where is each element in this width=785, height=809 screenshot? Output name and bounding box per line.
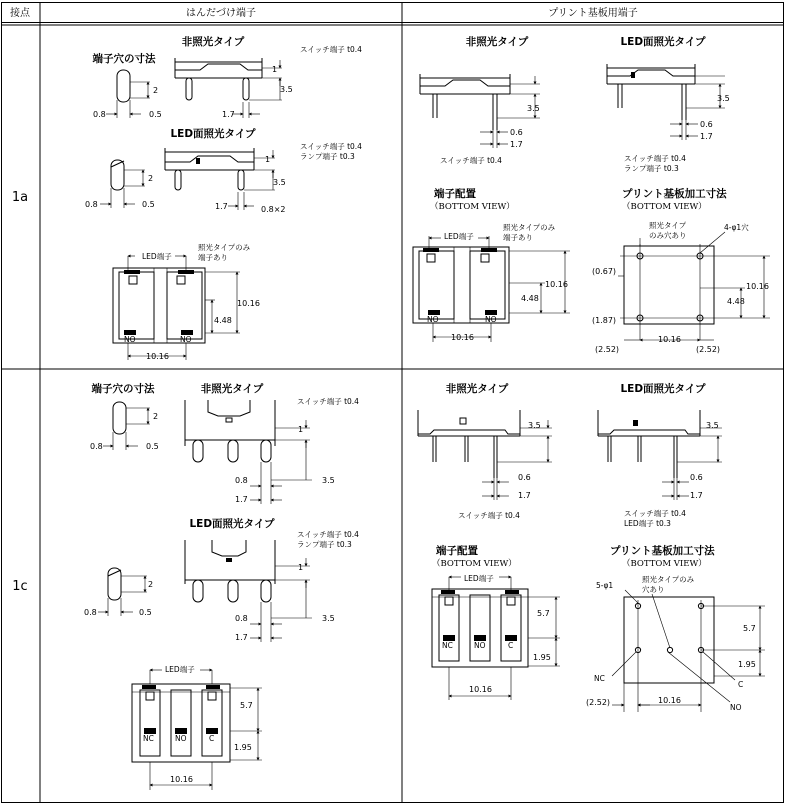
pcb-dim-2-52-b: (2.52)	[696, 345, 721, 354]
pcb-nc-label: NC	[442, 641, 453, 650]
pcb-dim-5-7-1c: 5.7	[537, 609, 550, 618]
led-lit-type-title-pcb: LED面照光タイプ	[620, 36, 706, 48]
pcb-dim-1-95-1c-b: 1.95	[738, 660, 756, 669]
nc-label: NC	[143, 734, 154, 743]
pcb-switch-terminal-note-led: スイッチ端子 t0.4	[624, 154, 686, 163]
pcb-dim-3-5-1c: 3.5	[528, 421, 541, 430]
dim-0-8-led: 0.8	[85, 200, 98, 209]
c-label: C	[209, 734, 215, 743]
pcb-no-label-2: NO	[485, 315, 497, 324]
pcb-c-label-b: C	[738, 680, 744, 689]
pcb-terminal-arrangement	[413, 236, 570, 342]
no-label-2: NO	[180, 335, 192, 344]
header-pcb-terminal: プリント基板用端子	[548, 8, 638, 19]
led-terminal-label-1c: LED端子	[165, 665, 195, 674]
dim-0-8: 0.8	[93, 110, 106, 119]
dim-0-8s-1c: 0.8	[235, 476, 248, 485]
pcb-dim-4-48-b: 4.48	[727, 297, 745, 306]
dim-0-5-1c-led: 0.5	[139, 608, 152, 617]
pcb-switch-terminal-note-1c-led: スイッチ端子 t0.4	[624, 509, 686, 518]
bottom-view-label-1c: （BOTTOM VIEW）	[432, 559, 517, 569]
dim-1-1c: 1	[298, 425, 304, 434]
switch-terminal-note-1c: スイッチ端子 t0.4	[297, 397, 359, 406]
pcb-no-label-1c: NO	[474, 641, 486, 650]
pcb-dim-0-6: 0.6	[510, 128, 523, 137]
dim-1-7: 1.7	[222, 110, 235, 119]
pcb-led-terminal-label: LED端子	[444, 232, 474, 241]
dim-2-1c: 2	[153, 412, 159, 421]
terminal-layout-drawing	[113, 256, 240, 360]
pcb-hole-count: 4-φ1穴	[724, 223, 749, 232]
pcb-dim-3-5-led: 3.5	[717, 94, 730, 103]
pcb-dim-10-16-h-b: 10.16	[658, 335, 681, 344]
dim-1-7-led: 1.7	[215, 202, 228, 211]
dim-4-48: 4.48	[214, 316, 232, 325]
pcb-dim-2-52-1c: (2.52)	[586, 698, 611, 707]
pcb-dim-1-7: 1.7	[510, 140, 523, 149]
dim-3-5: 3.5	[280, 85, 293, 94]
led-lit-type-title-pcb-1c: LED面照光タイプ	[620, 383, 706, 395]
dim-1-1c-led: 1	[298, 563, 304, 572]
dim-0-5-1c: 0.5	[146, 442, 159, 451]
switch-terminal-note-1c-led: スイッチ端子 t0.4	[297, 530, 359, 539]
pcb-lit-only-hole-1c-1: 照光タイプのみ	[642, 575, 695, 584]
pcb-machining-title-1c: プリント基板加工寸法	[610, 545, 715, 557]
pcb-bottom-view-label-1c: （BOTTOM VIEW）	[622, 559, 707, 569]
row-1a-pcb-cell	[413, 35, 770, 354]
pcb-bottom-view-label: （BOTTOM VIEW）	[622, 202, 707, 212]
led-lit-type-title-1c: LED面照光タイプ	[189, 518, 275, 530]
dim-10-16-v: 10.16	[237, 299, 260, 308]
dim-5-7-1c: 5.7	[240, 701, 253, 710]
pcb-c-label: C	[508, 641, 514, 650]
switch-terminal-note: スイッチ端子 t0.4	[300, 45, 362, 54]
no-label-1c: NO	[175, 734, 187, 743]
hole-dimension-title-1c: 端子穴の寸法	[91, 383, 155, 395]
dim-3-5-1c: 3.5	[322, 476, 335, 485]
switch-terminal-note-led: スイッチ端子 t0.4	[300, 142, 362, 151]
nonlit-side-view-1c	[185, 400, 312, 504]
pcb-lamp-terminal-note: ランプ端子 t0.3	[624, 164, 679, 173]
pcb-dim-0-67: (0.67)	[592, 267, 617, 276]
dim-3-5-led: 3.5	[273, 178, 286, 187]
dim-0-8s-1c-led: 0.8	[235, 614, 248, 623]
header-contact: 接点	[10, 8, 30, 19]
nonlit-type-title: 非照光タイプ	[181, 36, 245, 48]
pcb-dim-10-16-v-b: 10.16	[746, 282, 769, 291]
pcb-led-side-view-1c	[598, 410, 722, 500]
row-1c-pcb-cell	[418, 382, 765, 712]
pcb-lit-only-hole-1: 照光タイプ	[649, 221, 687, 230]
dim-3-5-1c-led: 3.5	[322, 614, 335, 623]
dim-0-8x2: 0.8×2	[261, 205, 286, 214]
nonlit-type-title-1c: 非照光タイプ	[200, 383, 264, 395]
pcb-lit-only-hole-2: のみ穴あり	[649, 231, 687, 240]
bottom-view-label: （BOTTOM VIEW）	[430, 202, 515, 212]
nonlit-type-title-pcb: 非照光タイプ	[465, 36, 529, 48]
pcb-dim-1-7-led: 1.7	[700, 132, 713, 141]
dim-2-1c-led: 2	[148, 580, 154, 589]
pcb-lit-only-note-1: 照光タイプのみ	[503, 223, 556, 232]
terminal-arrangement-title-1c: 端子配置	[436, 545, 478, 557]
pcb-machining-drawing-1c	[612, 590, 765, 712]
pcb-machining-title: プリント基板加工寸法	[622, 188, 727, 200]
pcb-dim-10-16-1c-b: 10.16	[658, 696, 681, 705]
terminal-hole-drawing-led	[100, 160, 145, 208]
pcb-dim-1-7-1c: 1.7	[518, 491, 531, 500]
lit-only-note-1: 照光タイプのみ	[198, 243, 251, 252]
terminal-layout-drawing-1c	[132, 670, 262, 790]
pcb-switch-terminal-note-1c: スイッチ端子 t0.4	[458, 511, 520, 520]
terminal-hole-drawing-1c	[103, 402, 150, 450]
pcb-dim-10-16-h: 10.16	[451, 333, 474, 342]
pcb-dim-3-5: 3.5	[527, 104, 540, 113]
lit-only-note-2: 端子あり	[198, 253, 228, 262]
terminal-arrangement-title: 端子配置	[434, 188, 476, 200]
pcb-switch-terminal-note: スイッチ端子 t0.4	[440, 156, 502, 165]
row-1a-solder-cell	[85, 35, 362, 361]
dim-1: 1	[272, 65, 278, 74]
pcb-no-label-b: NO	[730, 703, 742, 712]
dim-1-led: 1	[265, 155, 271, 164]
dim-2: 2	[153, 86, 159, 95]
pcb-dim-10-16-1c: 10.16	[469, 685, 492, 694]
led-lit-side-view-1c	[185, 540, 312, 642]
header-solder-terminal: はんだづけ端子	[186, 8, 256, 19]
dim-10-16-h: 10.16	[146, 352, 169, 361]
dim-1-7-1c: 1.7	[235, 495, 248, 504]
nonlit-side-view	[175, 58, 282, 118]
pcb-nc-label-b: NC	[594, 674, 605, 683]
row-1c-solder-cell	[84, 382, 359, 790]
led-lit-type-title: LED面照光タイプ	[170, 128, 256, 140]
pcb-led-terminal-t-note: LED端子 t0.3	[624, 519, 671, 528]
terminal-hole-drawing	[106, 70, 150, 118]
pcb-hole-count-1c: 5-φ1	[596, 581, 614, 590]
pcb-led-terminal-label-1c: LED端子	[464, 574, 494, 583]
lamp-terminal-note-1c: ランプ端子 t0.3	[297, 540, 352, 549]
row-label-1c: 1c	[12, 579, 28, 594]
pcb-lit-only-note-2: 端子あり	[503, 233, 533, 242]
dim-1-95-1c: 1.95	[234, 743, 252, 752]
dim-0-5: 0.5	[149, 110, 162, 119]
hole-dimension-title: 端子穴の寸法	[92, 53, 156, 65]
pcb-dim-1-95-1c: 1.95	[533, 653, 551, 662]
lamp-terminal-note: ランプ端子 t0.3	[300, 152, 355, 161]
dim-0-5-led: 0.5	[142, 200, 155, 209]
pcb-dim-5-7-1c-b: 5.7	[743, 624, 756, 633]
pcb-dim-1-87: (1.87)	[592, 316, 617, 325]
dim-0-8-1c-led: 0.8	[84, 608, 97, 617]
dim-0-8-1c: 0.8	[90, 442, 103, 451]
pcb-dim-0-6-led: 0.6	[700, 120, 713, 129]
pcb-terminal-arrangement-1c	[432, 577, 560, 700]
dim-1-7-1c-led: 1.7	[235, 633, 248, 642]
pcb-no-label-1: NO	[427, 315, 439, 324]
pcb-dim-3-5-1c-led: 3.5	[706, 421, 719, 430]
pcb-dim-10-16-v: 10.16	[545, 280, 568, 289]
row-label-1a: 1a	[11, 190, 29, 205]
dim-2-led: 2	[148, 174, 154, 183]
pcb-dim-4-48: 4.48	[521, 294, 539, 303]
led-lit-side-view	[165, 148, 275, 210]
pcb-lit-only-hole-1c-2: 穴あり	[642, 585, 665, 594]
nonlit-type-title-pcb-1c: 非照光タイプ	[445, 383, 509, 395]
pcb-dim-2-52-a: (2.52)	[595, 345, 620, 354]
dim-10-16-1c: 10.16	[170, 775, 193, 784]
pcb-dim-1-7-1c-led: 1.7	[690, 491, 703, 500]
led-terminal-label: LED端子	[142, 252, 172, 261]
pcb-dim-0-6-1c-led: 0.6	[690, 473, 703, 482]
no-label-1: NO	[124, 335, 136, 344]
pcb-dim-0-6-1c: 0.6	[518, 473, 531, 482]
